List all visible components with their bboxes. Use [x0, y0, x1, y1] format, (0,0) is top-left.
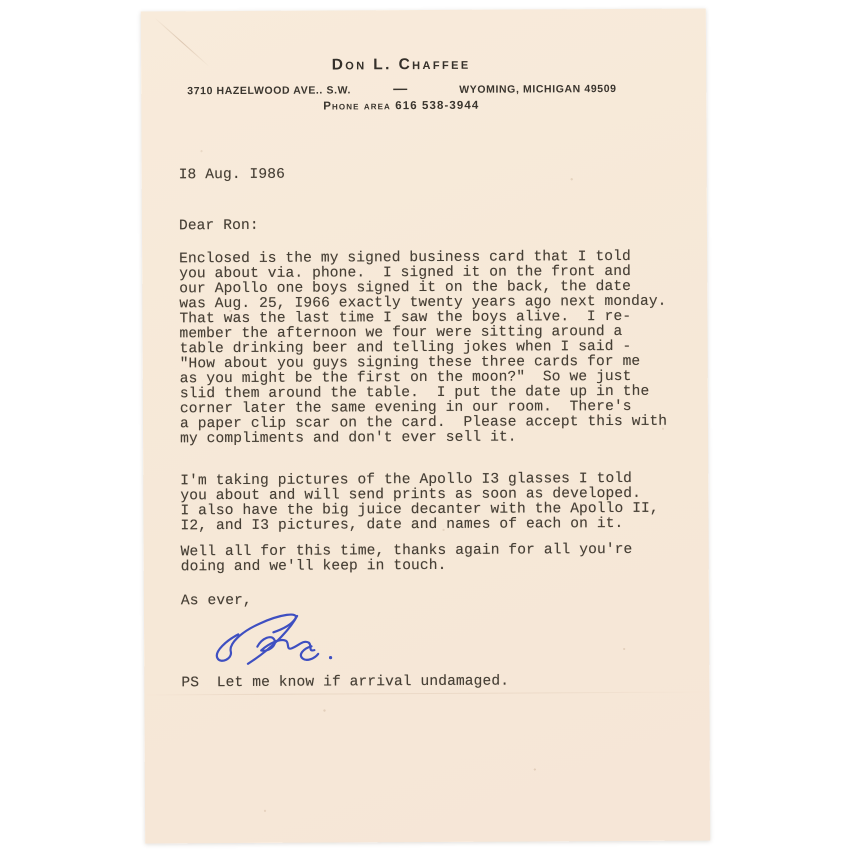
letter-paragraph-3: Well all for this time, thanks again for all you're doing and we'll keep in touch.: [180, 541, 633, 576]
letter-paragraph-2: I'm taking pictures of the Apollo I3 glasses I told you about and will send prints as soon as developed. I also have the big juice decanter with the Apollo II, I2, and I3 pictures, date and names of each on it.: [180, 470, 659, 535]
letter-page: [141, 9, 710, 844]
handwritten-signature: [204, 602, 356, 681]
letter-closing: As ever,: [180, 592, 252, 610]
letterhead-name: Don L. Chaffee: [331, 55, 471, 74]
letterhead-phone: Phone area 616 538-3944: [323, 99, 480, 113]
letter-date: I8 Aug. I986: [178, 166, 286, 184]
letter-salutation: Dear Ron:: [178, 217, 259, 235]
letter-postscript: PS Let me know if arrival undamaged.: [181, 673, 510, 692]
letterhead-street-address: 3710 HAZELWOOD AVE.. S.W.: [187, 84, 352, 98]
letter-paragraph-1: Enclosed is the my signed business card that I told you about via. phone. I signed it on the front and our Apollo one boys signed it on the back, the date was Aug. 25, I966 exactly twenty years ago next monday. That was the last time I saw the boys alive. I re- member the afternoon we four were sitting around a table drinking beer and telling jokes when I said - "How about you guys signing these three cards for me as you might be the first on the moon?" So we just slid them around the table. I put the date up in the corner later the same evening in our room. There's a paper clip scar on the card. Please accept this with my compliments and don't ever sell it.: [179, 248, 668, 448]
letterhead-city-state-zip: WYOMING, MICHIGAN 49509: [459, 82, 617, 96]
letterhead-dash: —: [393, 80, 408, 97]
paper-crease-bottom: [144, 692, 709, 696]
